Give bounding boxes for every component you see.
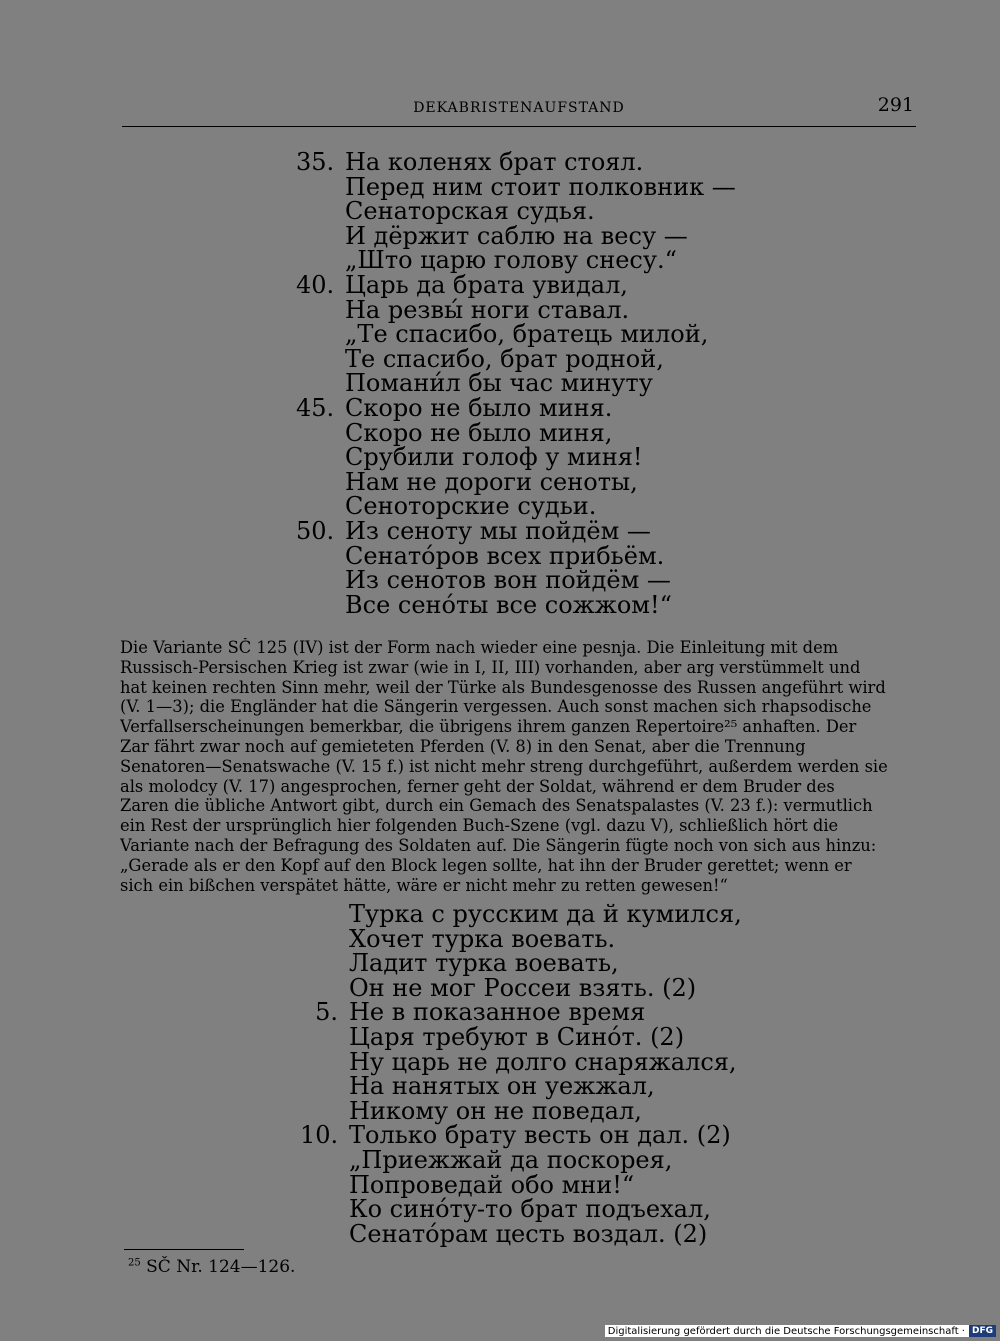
verse-number: 45. [296,393,335,422]
verse-text: Нам не дороги сеноты, [345,467,638,496]
verse-number: 40. [296,270,335,299]
verse-text: Ну царь не долго снаряжался, [349,1047,737,1076]
verse-text: Из сеноту мы пойдём — [345,516,651,545]
prose-line: Russisch-Persischen Krieg ist zwar (wie in I, II, III) vorhanden, aber arg verstümmelt und [120,657,861,677]
commentary-paragraph [120,638,918,895]
prose-line: (V. 1—3); die Engländer hat die Sängerin vergessen. Auch sonst machen sich rhapsodische [120,697,872,717]
verse-number: 5. [315,998,338,1027]
footnote-rule [124,1249,244,1250]
verse-text: Срубили голоф у миня! [345,443,643,472]
verse-text: Он не мог Россеи взять. (2) [349,973,697,1002]
verse-text: Сенато́рам цесть воздал. (2) [349,1219,708,1248]
verse-text: Хочет турка воевать. [349,924,616,953]
prose-line: ein Rest der ursprünglich hier folgenden Buch-Szene (vgl. dazu V), schließlich hört die [120,816,839,836]
verse-text: Ко сино́ту-то брат подъехал, [349,1195,711,1224]
header-title: DEKABRISTENAUFSTAND [413,100,625,116]
verse-number: 50. [296,516,335,545]
verse-text: Скоро не было миня. [345,393,613,422]
footnote-marker: 25 [128,1257,141,1269]
prose-line: sich ein bißchen verspätet hätte, wäre er nicht mehr zu retten gewesen!“ [120,875,728,895]
verse-text: „Приежжай да поскорея, [349,1145,673,1174]
verse-text: Из сенотов вон пойдём — [345,566,671,595]
digitization-credit [605,1325,996,1337]
verse-text: На нанятых он уежжал, [349,1072,655,1101]
verse-text: Не в показанное время [349,998,646,1027]
verse-number: 35. [296,148,335,176]
verse-text: Те спасибо, брат родной, [345,344,664,373]
prose-line: „Gerade als er den Kopf auf den Block legen sollte, hat ihn der Bruder gerettet; wenn er [120,855,852,875]
verse-text: Перед ним стоит полковник — [345,172,736,201]
prose-line: als molodcy (V. 17) angesprochen, ferner geht der Soldat, während er dem Bruder des [120,776,835,796]
verse-text: Скоро не было миня, [345,418,613,447]
verse-text: Помани́л бы час минуту [345,369,653,398]
verse-text: Сеноторские судьи. [345,492,597,521]
verse-text: Царь да брата увидал, [345,270,628,299]
verse-text: На резвы́ ноги ставал. [345,295,630,324]
credit-text: Digitalisierung gefördert durch die Deutsche Forschungsgemeinschaft · [607,1325,965,1337]
verse-text: Сенаторская судья. [345,197,595,226]
dfg-logo: DFG [969,1325,996,1337]
verse-text: „Што царю голову снесу.“ [345,246,677,275]
page-number: 291 [877,94,914,116]
footnote [128,1257,295,1277]
verse-text: Только брату весть он дал. (2) [349,1121,731,1150]
verse-text: Царя требуют в Сино́т. (2) [349,1022,685,1051]
verse-text: Турка с русским да й кумился, [349,900,742,928]
prose-line: Zaren die übliche Antwort gibt, durch ein Gemach des Senatspalastes (V. 23 f.): vermutlich [120,796,873,816]
prose-line: hat keinen rechten Sinn mehr, weil der Türke als Bundesgenosse des Russen angeführt wird [120,677,886,697]
verse-text: Ладит турка воевать, [349,949,619,978]
verse-number: 10. [300,1121,339,1150]
prose-line: Die Variante SČ 125 (IV) ist der Form nach wieder eine pesnja. Die Einleitung mit dem [120,638,839,657]
prose-line: Verfallserscheinungen bemerkbar, die übrigens ihrem ganzen Repertoire²⁵ anhaften. Der [120,717,857,737]
prose-line: Zar fährt zwar noch auf gemieteten Pferden (V. 8) in den Senat, aber die Trennung [120,736,806,756]
verse-text: Все сено́ты все сожжом!“ [345,590,672,619]
prose-line: Senatoren—Senatswache (V. 15 f.) ist nicht mehr streng durchgeführt, außerdem werden sie [120,756,888,776]
footnote-text: SČ Nr. 124—126. [146,1257,296,1277]
prose-line: Variante nach der Befragung des Soldaten auf. Die Sängerin fügte noch von sich aus hinzu: [120,835,877,855]
verse-text: Попроведай обо мни!“ [349,1170,635,1199]
verse-text: Никому он не поведал, [349,1096,642,1125]
verse-text: „Те спасибо, братець милой, [345,320,709,349]
verse-text: Сенато́ров всех прибьём. [345,541,665,570]
verse-text: И дёржит саблю на весу — [345,221,688,250]
running-header [122,96,916,127]
verse-text: На коленях брат стоял. [345,148,644,176]
